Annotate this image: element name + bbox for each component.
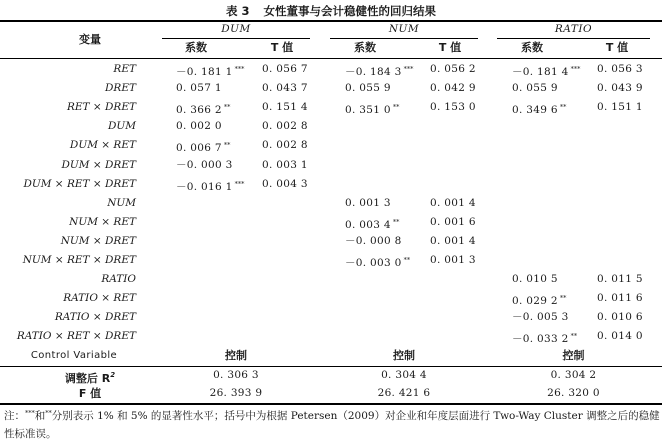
coefficient-cell (176, 175, 244, 194)
coefficient-value: 0. 366 2 (176, 104, 222, 117)
coef-header-ratio: 系数 (521, 41, 543, 54)
coefficient-value: 0. 351 0 (345, 104, 391, 117)
row-label: DRET (105, 82, 136, 95)
significance-stars: *** (234, 179, 245, 188)
note-and: 和 (34, 410, 46, 422)
coefficient-value: 0. 003 4 (345, 218, 391, 231)
group-header-dum: DUM (221, 23, 251, 35)
control-variable-label: Control Variable (30, 350, 118, 361)
row-label: NUM × DRET (60, 234, 136, 247)
coefficient-cell (176, 60, 244, 79)
coef-header-num: 系数 (354, 41, 376, 54)
coefficient-value: 0. 349 6 (512, 104, 558, 117)
coefficient-cell (176, 98, 230, 117)
t-header-num: T 值 (438, 41, 462, 54)
t-header-ratio: T 值 (605, 41, 629, 54)
row-label: NUM × RET × DRET (22, 254, 136, 266)
t-value-cell: 0. 001 4 (430, 196, 476, 209)
significance-stars: *** (403, 65, 414, 73)
significance-stars: ** (392, 103, 400, 112)
row-label: DUM × RET × DRET (23, 177, 136, 190)
coefficient-value: 0. 055 9 (345, 82, 391, 95)
f-value-dum: 26. 393 9 (209, 387, 263, 399)
row-label: RATIO × DRET (54, 311, 136, 324)
adj-r2-label (40, 366, 140, 385)
coefficient-cell (345, 251, 410, 270)
t-value-cell: 0. 011 5 (597, 273, 643, 286)
note-body: 分别表示 1% 和 5% 的显著性水平；括号中为根据 Petersen（2009）对企业和年度层面进行 Two-Way Cluster 调整之后的稳健性标准误。 (4, 410, 660, 440)
significance-stars: ** (392, 217, 400, 226)
coefficient-value: －0. 003 0 (345, 257, 402, 269)
variable-header: 变量 (79, 33, 101, 46)
table-note (4, 404, 660, 443)
group-header-num: NUM (388, 23, 420, 35)
coefficient-cell (512, 289, 566, 308)
significance-stars: ** (570, 332, 578, 341)
coefficient-cell (176, 156, 233, 175)
coefficient-value: －0. 184 3 (345, 66, 402, 78)
group-header-ratio: RATIO (554, 23, 593, 35)
coefficient-value: －0. 005 3 (512, 311, 569, 324)
coefficient-cell (512, 270, 558, 289)
coefficient-cell (512, 308, 569, 327)
coefficient-cell (512, 79, 558, 98)
adj-r2-text: 调整后 R (64, 372, 111, 385)
coefficient-cell (176, 117, 222, 136)
coefficient-cell (176, 79, 222, 98)
t-value-cell: 0. 001 4 (430, 234, 476, 247)
t-value-cell: 0. 001 3 (430, 254, 476, 266)
adj-r2-value-ratio: 0. 304 2 (550, 369, 597, 381)
note-star3: *** (25, 409, 35, 417)
control-value-dum: 控制 (225, 349, 247, 362)
t-value-cell: 0. 004 3 (262, 177, 308, 190)
row-label: DUM × DRET (61, 158, 136, 171)
table-title (0, 3, 662, 19)
t-value-cell: 0. 151 4 (262, 101, 308, 114)
coefficient-cell (176, 136, 230, 155)
coefficient-value: －0. 033 2 (512, 333, 569, 346)
t-value-cell: 0. 011 6 (597, 292, 643, 305)
t-value-cell: 0. 043 7 (262, 82, 308, 95)
coefficient-cell (345, 98, 399, 117)
coefficient-cell (345, 60, 413, 79)
table-number: 表 3 (225, 4, 250, 18)
t-value-cell: 0. 153 0 (430, 101, 476, 114)
coefficient-cell (345, 194, 391, 213)
significance-stars: ** (223, 141, 231, 150)
t-value-cell: 0. 010 6 (597, 311, 643, 324)
significance-stars: ** (403, 256, 411, 264)
t-value-cell: 0. 043 9 (597, 82, 643, 95)
coefficient-value: 0. 055 9 (512, 82, 558, 95)
stats-rule (0, 366, 662, 367)
control-value-num: 控制 (393, 349, 415, 362)
row-label: RET × DRET (66, 101, 136, 114)
t-value-cell: 0. 002 8 (262, 139, 308, 152)
t-value-cell: 0. 056 3 (597, 63, 643, 75)
coefficient-value: 0. 029 2 (512, 295, 558, 308)
significance-stars: *** (570, 65, 581, 73)
table-caption: 女性董事与会计稳健性的回归结果 (263, 4, 436, 18)
t-value-cell: 0. 056 7 (262, 63, 308, 75)
f-value-ratio: 26. 320 0 (547, 387, 600, 399)
row-label: NUM (107, 196, 136, 209)
coefficient-value: 0. 002 0 (176, 120, 222, 133)
significance-stars: ** (559, 103, 567, 112)
coefficient-value: －0. 181 1 (176, 66, 233, 78)
coefficient-cell (512, 98, 566, 117)
f-value-label: F 值 (78, 387, 102, 400)
row-label: RATIO (101, 273, 136, 286)
t-value-cell: 0. 042 9 (430, 82, 476, 95)
adj-r2-value-dum: 0. 306 3 (213, 369, 259, 381)
row-label: NUM × RET (69, 215, 136, 228)
adj-r2-sup: 2 (110, 371, 116, 379)
control-value-ratio: 控制 (562, 349, 585, 362)
coefficient-cell (345, 232, 402, 251)
row-label: DUM (107, 120, 136, 133)
coefficient-cell (345, 213, 399, 232)
row-label: RATIO × RET × DRET (16, 330, 136, 343)
coefficient-value: 0. 006 7 (176, 142, 222, 155)
t-value-cell: 0. 003 1 (262, 158, 308, 171)
t-value-cell: 0. 002 8 (262, 120, 308, 133)
t-value-cell: 0. 056 2 (430, 63, 476, 75)
t-value-cell: 0. 151 1 (597, 101, 643, 114)
row-label: RATIO × RET (63, 292, 136, 305)
coefficient-value: 0. 057 1 (176, 82, 222, 95)
t-value-cell: 0. 001 6 (430, 215, 476, 228)
header-rule (0, 58, 662, 59)
t-header-dum: T 值 (270, 41, 294, 54)
row-label: RET (113, 63, 136, 75)
coef-header-dum: 系数 (185, 41, 207, 54)
significance-stars: ** (559, 294, 567, 303)
coefficient-cell (512, 327, 577, 346)
coefficient-value: 0. 001 3 (345, 196, 391, 209)
coefficient-value: －0. 016 1 (176, 180, 233, 193)
coefficient-value: 0. 010 5 (512, 273, 558, 286)
coefficient-value: －0. 000 8 (345, 234, 402, 247)
row-label: DUM × RET (69, 139, 136, 152)
note-star2: ** (45, 409, 52, 417)
coefficient-cell (512, 60, 580, 79)
adj-r2-value-num: 0. 304 4 (381, 369, 427, 381)
coefficient-value: －0. 000 3 (176, 158, 233, 171)
note-prefix: 注： (4, 410, 25, 422)
significance-stars: ** (223, 103, 231, 112)
coefficient-value: －0. 181 4 (512, 66, 569, 78)
coefficient-cell (345, 79, 391, 98)
t-value-cell: 0. 014 0 (597, 330, 643, 343)
significance-stars: *** (234, 65, 245, 73)
f-value-num: 26. 421 6 (377, 387, 431, 399)
